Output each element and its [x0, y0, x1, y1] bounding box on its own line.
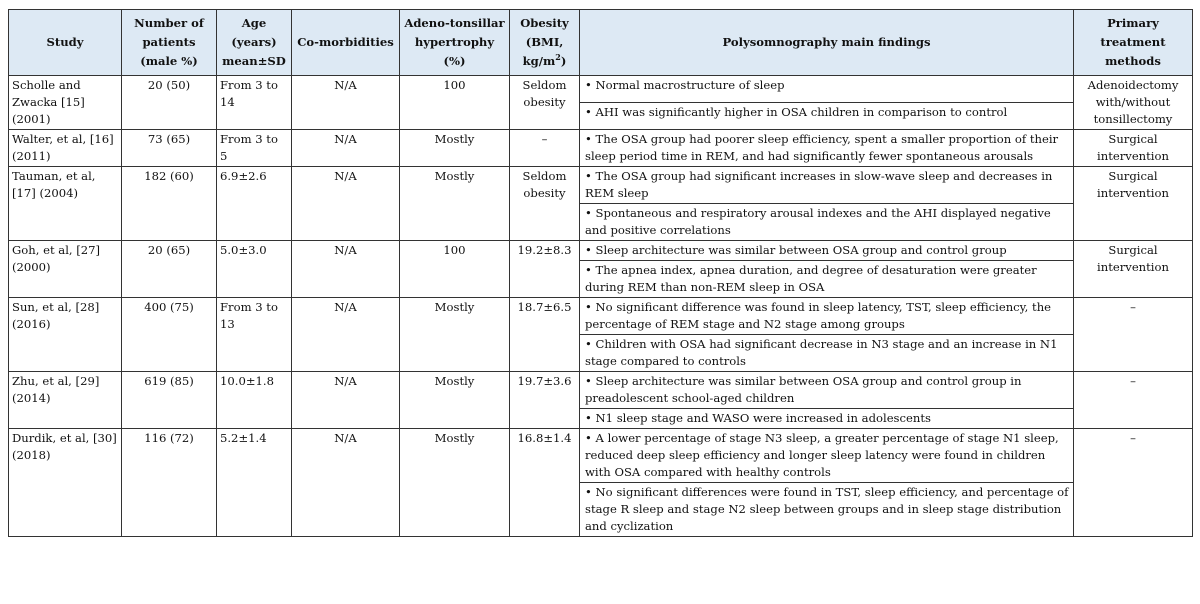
cell-comorbidities: N/A	[292, 130, 400, 167]
cell-comorbidities: N/A	[292, 429, 400, 537]
cell-age: 10.0±1.8	[217, 372, 292, 429]
cell-study: Sun, et al, [28] (2016)	[9, 298, 122, 372]
cell-finding: • The OSA group had significant increases in slow-wave sleep and decreases in REM sleep	[580, 167, 1074, 204]
cell-obesity: 18.7±6.5	[510, 298, 580, 372]
header-adeno: Adeno-tonsillar hypertrophy (%)	[400, 10, 510, 76]
cell-obesity: –	[510, 130, 580, 167]
header-study: Study	[9, 10, 122, 76]
table-row	[9, 130, 1193, 167]
cell-study: Goh, et al, [27] (2000)	[9, 241, 122, 298]
header-obesity-sup: 2	[555, 52, 561, 63]
table-row	[9, 241, 1193, 261]
cell-comorbidities: N/A	[292, 241, 400, 298]
cell-study: Zhu, et al, [29] (2014)	[9, 372, 122, 429]
cell-obesity: 16.8±1.4	[510, 429, 580, 537]
cell-patients: 20 (65)	[122, 241, 217, 298]
cell-age: 5.2±1.4	[217, 429, 292, 537]
header-obesity	[510, 10, 580, 76]
header-age: Age (years) mean±SD	[217, 10, 292, 76]
table-row	[9, 429, 1193, 483]
table-row	[9, 167, 1193, 204]
cell-study: Walter, et al, [16] (2011)	[9, 130, 122, 167]
cell-patients: 73 (65)	[122, 130, 217, 167]
cell-treatment: –	[1074, 429, 1193, 537]
cell-finding: • N1 sleep stage and WASO were increased in adolescents	[580, 409, 1074, 429]
cell-comorbidities: N/A	[292, 167, 400, 241]
cell-treatment: –	[1074, 298, 1193, 372]
cell-comorbidities: N/A	[292, 76, 400, 130]
cell-finding: • AHI was significantly higher in OSA children in comparison to control	[580, 103, 1074, 130]
cell-comorbidities: N/A	[292, 372, 400, 429]
cell-comorbidities: N/A	[292, 298, 400, 372]
cell-age: 6.9±2.6	[217, 167, 292, 241]
psg-findings-table	[8, 9, 1193, 537]
table-row	[9, 76, 1193, 103]
cell-finding: • The apnea index, apnea duration, and degree of desaturation were greater during REM than non-REM sleep in OSA	[580, 261, 1074, 298]
cell-finding: • A lower percentage of stage N3 sleep, a greater percentage of stage N1 sleep, reduced deep sleep efficiency and longer sleep latency were found in children with OSA compared with healthy controls	[580, 429, 1074, 483]
cell-patients: 400 (75)	[122, 298, 217, 372]
cell-age: From 3 to 14	[217, 76, 292, 130]
cell-finding: • Normal macrostructure of sleep	[580, 76, 1074, 103]
cell-treatment: Surgical intervention	[1074, 130, 1193, 167]
cell-obesity: 19.2±8.3	[510, 241, 580, 298]
cell-patients: 619 (85)	[122, 372, 217, 429]
header-patients: Number of patients (male %)	[122, 10, 217, 76]
cell-finding: • No significant difference was found in sleep latency, TST, sleep efficiency, the percentage of REM stage and N2 stage among groups	[580, 298, 1074, 335]
cell-finding: • Spontaneous and respiratory arousal indexes and the AHI displayed negative and positive correlations	[580, 204, 1074, 241]
header-comorbidities: Co-morbidities	[292, 10, 400, 76]
cell-age: From 3 to 5	[217, 130, 292, 167]
table-row	[9, 372, 1193, 409]
cell-adeno: Mostly	[400, 372, 510, 429]
cell-adeno: 100	[400, 241, 510, 298]
cell-finding: • Sleep architecture was similar between OSA group and control group	[580, 241, 1074, 261]
cell-adeno: Mostly	[400, 298, 510, 372]
cell-treatment: –	[1074, 372, 1193, 429]
cell-patients: 116 (72)	[122, 429, 217, 537]
cell-treatment: Surgical intervention	[1074, 241, 1193, 298]
header-obesity-close: )	[560, 54, 567, 68]
cell-obesity: Seldom obesity	[510, 76, 580, 130]
cell-adeno: Mostly	[400, 429, 510, 537]
cell-finding: • Sleep architecture was similar between OSA group and control group in preadolescent school-aged children	[580, 372, 1074, 409]
cell-adeno: 100	[400, 76, 510, 130]
cell-treatment: Surgical intervention	[1074, 167, 1193, 241]
cell-study: Scholle and Zwacka [15] (2001)	[9, 76, 122, 130]
header-findings: Polysomnography main findings	[580, 10, 1074, 76]
cell-obesity: 19.7±3.6	[510, 372, 580, 429]
cell-adeno: Mostly	[400, 167, 510, 241]
header-treatment: Primary treatment methods	[1074, 10, 1193, 76]
cell-patients: 20 (50)	[122, 76, 217, 130]
cell-patients: 182 (60)	[122, 167, 217, 241]
cell-study: Tauman, et al, [17] (2004)	[9, 167, 122, 241]
cell-study: Durdik, et al, [30] (2018)	[9, 429, 122, 537]
table-row	[9, 298, 1193, 335]
cell-adeno: Mostly	[400, 130, 510, 167]
cell-finding: • The OSA group had poorer sleep efficiency, spent a smaller proportion of their sleep period time in REM, and had significantly fewer spontaneous arousals	[580, 130, 1074, 167]
cell-treatment: Adenoidectomy with/without tonsillectomy	[1074, 76, 1193, 130]
cell-finding: • Children with OSA had significant decrease in N3 stage and an increase in N1 stage compared to controls	[580, 335, 1074, 372]
header-obesity-label: Obesity (BMI, kg/m	[520, 16, 569, 68]
cell-obesity: Seldom obesity	[510, 167, 580, 241]
header-row	[9, 10, 1193, 76]
cell-age: From 3 to 13	[217, 298, 292, 372]
cell-finding: • No significant differences were found in TST, sleep efficiency, and percentage of stage R sleep and stage N2 sleep between groups and in sleep stage distribution and cyclization	[580, 483, 1074, 537]
cell-age: 5.0±3.0	[217, 241, 292, 298]
